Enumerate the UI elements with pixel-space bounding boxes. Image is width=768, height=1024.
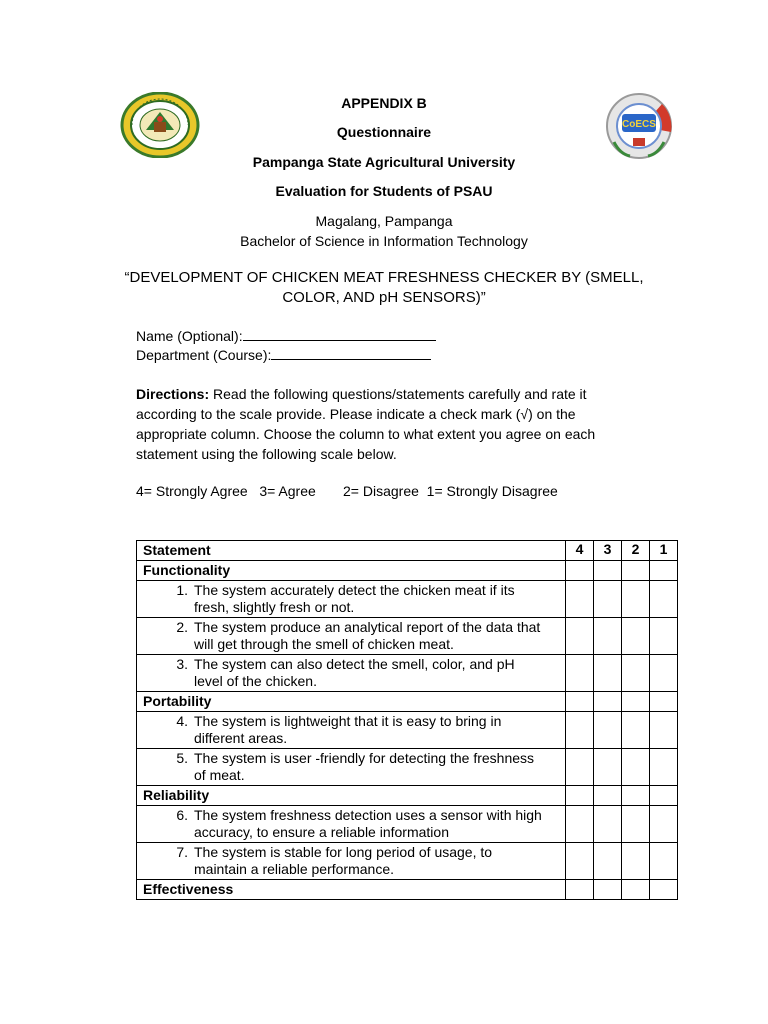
rate-cell-2[interactable]: [622, 618, 650, 655]
rate-cell-4[interactable]: [566, 655, 594, 692]
item-text: The system freshness detection uses a sensor with high accuracy, to ensure a reliable information: [194, 807, 542, 840]
rate-cell-1[interactable]: [650, 581, 678, 618]
name-field[interactable]: [136, 326, 656, 346]
table-row: [137, 843, 678, 880]
rate-cell-1[interactable]: [650, 655, 678, 692]
location: Magalang, Pampanga: [315, 213, 453, 229]
header-statement: Statement: [137, 541, 566, 561]
table-header-row: [137, 541, 678, 561]
doc-type: Questionnaire: [336, 124, 432, 140]
item-number: 5.: [176, 750, 188, 766]
item-text: The system is lightweight that it is easy to bring in different areas.: [194, 713, 502, 746]
rate-cell-4[interactable]: [566, 806, 594, 843]
rate-cell-2[interactable]: [622, 655, 650, 692]
rate-cell-3[interactable]: [594, 655, 622, 692]
rate-cell[interactable]: [622, 880, 650, 900]
project-title-line2: COLOR, AND pH SENSORS)”: [282, 289, 486, 306]
table-row: [137, 581, 678, 618]
section-row: [137, 561, 678, 581]
rate-cell-3[interactable]: [594, 618, 622, 655]
statement-cell: [137, 655, 566, 692]
section-title: Effectiveness: [137, 880, 566, 900]
rate-cell[interactable]: [650, 786, 678, 806]
table-row: [137, 749, 678, 786]
header-3: 3: [594, 541, 622, 561]
header-1: 1: [650, 541, 678, 561]
university-name: Pampanga State Agricultural University: [252, 154, 516, 170]
item-text: The system can also detect the smell, color, and pH level of the chicken.: [194, 656, 515, 689]
table-row: [137, 712, 678, 749]
header-2: 2: [622, 541, 650, 561]
rate-cell[interactable]: [594, 692, 622, 712]
rate-cell-3[interactable]: [594, 806, 622, 843]
rate-cell-2[interactable]: [622, 806, 650, 843]
table-row: [137, 655, 678, 692]
rate-cell-1[interactable]: [650, 749, 678, 786]
rate-cell-1[interactable]: [650, 712, 678, 749]
program: Bachelor of Science in Information Technology: [240, 233, 528, 249]
rate-cell[interactable]: [594, 786, 622, 806]
statement-cell: [137, 749, 566, 786]
section-title: Functionality: [137, 561, 566, 581]
rate-cell[interactable]: [650, 880, 678, 900]
table-row: [137, 618, 678, 655]
item-number: 7.: [176, 844, 188, 860]
project-title-line1: “DEVELOPMENT OF CHICKEN MEAT FRESHNESS CHECKER BY (SMELL,: [124, 269, 644, 286]
rate-cell-4[interactable]: [566, 581, 594, 618]
rate-cell[interactable]: [566, 880, 594, 900]
section-title: Reliability: [137, 786, 566, 806]
rate-cell[interactable]: [594, 880, 622, 900]
section-row: [137, 786, 678, 806]
rate-cell-1[interactable]: [650, 843, 678, 880]
rate-cell-3[interactable]: [594, 749, 622, 786]
rate-cell-2[interactable]: [622, 843, 650, 880]
statement-cell: [137, 806, 566, 843]
rate-cell[interactable]: [566, 692, 594, 712]
statement-cell: [137, 581, 566, 618]
statement-cell: [137, 843, 566, 880]
rate-cell-2[interactable]: [622, 749, 650, 786]
rate-cell[interactable]: [622, 786, 650, 806]
statement-cell: [137, 618, 566, 655]
rate-cell-3[interactable]: [594, 712, 622, 749]
name-blank-line[interactable]: [243, 326, 436, 341]
item-text: The system produce an analytical report of the data that will get through the smell of chicken meat.: [194, 619, 541, 652]
rate-cell-3[interactable]: [594, 581, 622, 618]
rate-cell-4[interactable]: [566, 618, 594, 655]
name-label: Name (Optional):: [136, 328, 243, 344]
table-row: [137, 806, 678, 843]
rate-cell-4[interactable]: [566, 712, 594, 749]
directions-label: Directions:: [136, 386, 210, 402]
item-number: 3.: [176, 656, 188, 672]
appendix-title: APPENDIX B: [341, 95, 427, 111]
item-number: 6.: [176, 807, 188, 823]
rate-cell-3[interactable]: [594, 843, 622, 880]
department-label: Department (Course):: [136, 347, 272, 363]
rate-cell-4[interactable]: [566, 749, 594, 786]
item-text: The system is stable for long period of usage, to maintain a reliable performance.: [194, 844, 493, 877]
rate-cell-2[interactable]: [622, 712, 650, 749]
item-number: 2.: [176, 619, 188, 635]
item-text: The system accurately detect the chicken meat if its fresh, slightly fresh or not.: [194, 582, 515, 615]
rate-cell[interactable]: [650, 561, 678, 581]
department-blank-line[interactable]: [271, 345, 431, 360]
rate-cell[interactable]: [622, 561, 650, 581]
questionnaire-table: [136, 540, 678, 900]
rate-cell-1[interactable]: [650, 618, 678, 655]
section-row: [137, 692, 678, 712]
item-number: 4.: [176, 713, 188, 729]
rating-scale: 4= Strongly Agree 3= Agree 2= Disagree 1= Strongly Disagree: [136, 483, 558, 499]
header-4: 4: [566, 541, 594, 561]
statement-cell: [137, 712, 566, 749]
coecs-logo-text: CoECS: [622, 119, 656, 130]
rate-cell[interactable]: [566, 786, 594, 806]
item-number: 1.: [176, 582, 188, 598]
evaluation-title: Evaluation for Students of PSAU: [275, 183, 493, 199]
rate-cell-4[interactable]: [566, 843, 594, 880]
department-field[interactable]: [136, 345, 656, 365]
rate-cell[interactable]: [622, 692, 650, 712]
rate-cell[interactable]: [650, 692, 678, 712]
item-text: The system is user -friendly for detecting the freshness of meat.: [194, 750, 535, 783]
section-row: [137, 880, 678, 900]
rate-cell-1[interactable]: [650, 806, 678, 843]
rate-cell[interactable]: [566, 561, 594, 581]
section-title: Portability: [137, 692, 566, 712]
directions-text: Read the following questions/statements carefully and rate it according to the scale provide. Please indicate a check mark (√) on the appropriate column. Choose the column to what extent you agree on each statement using the following scale below.: [136, 386, 596, 462]
directions: [136, 384, 646, 464]
rate-cell[interactable]: [594, 561, 622, 581]
rate-cell-2[interactable]: [622, 581, 650, 618]
